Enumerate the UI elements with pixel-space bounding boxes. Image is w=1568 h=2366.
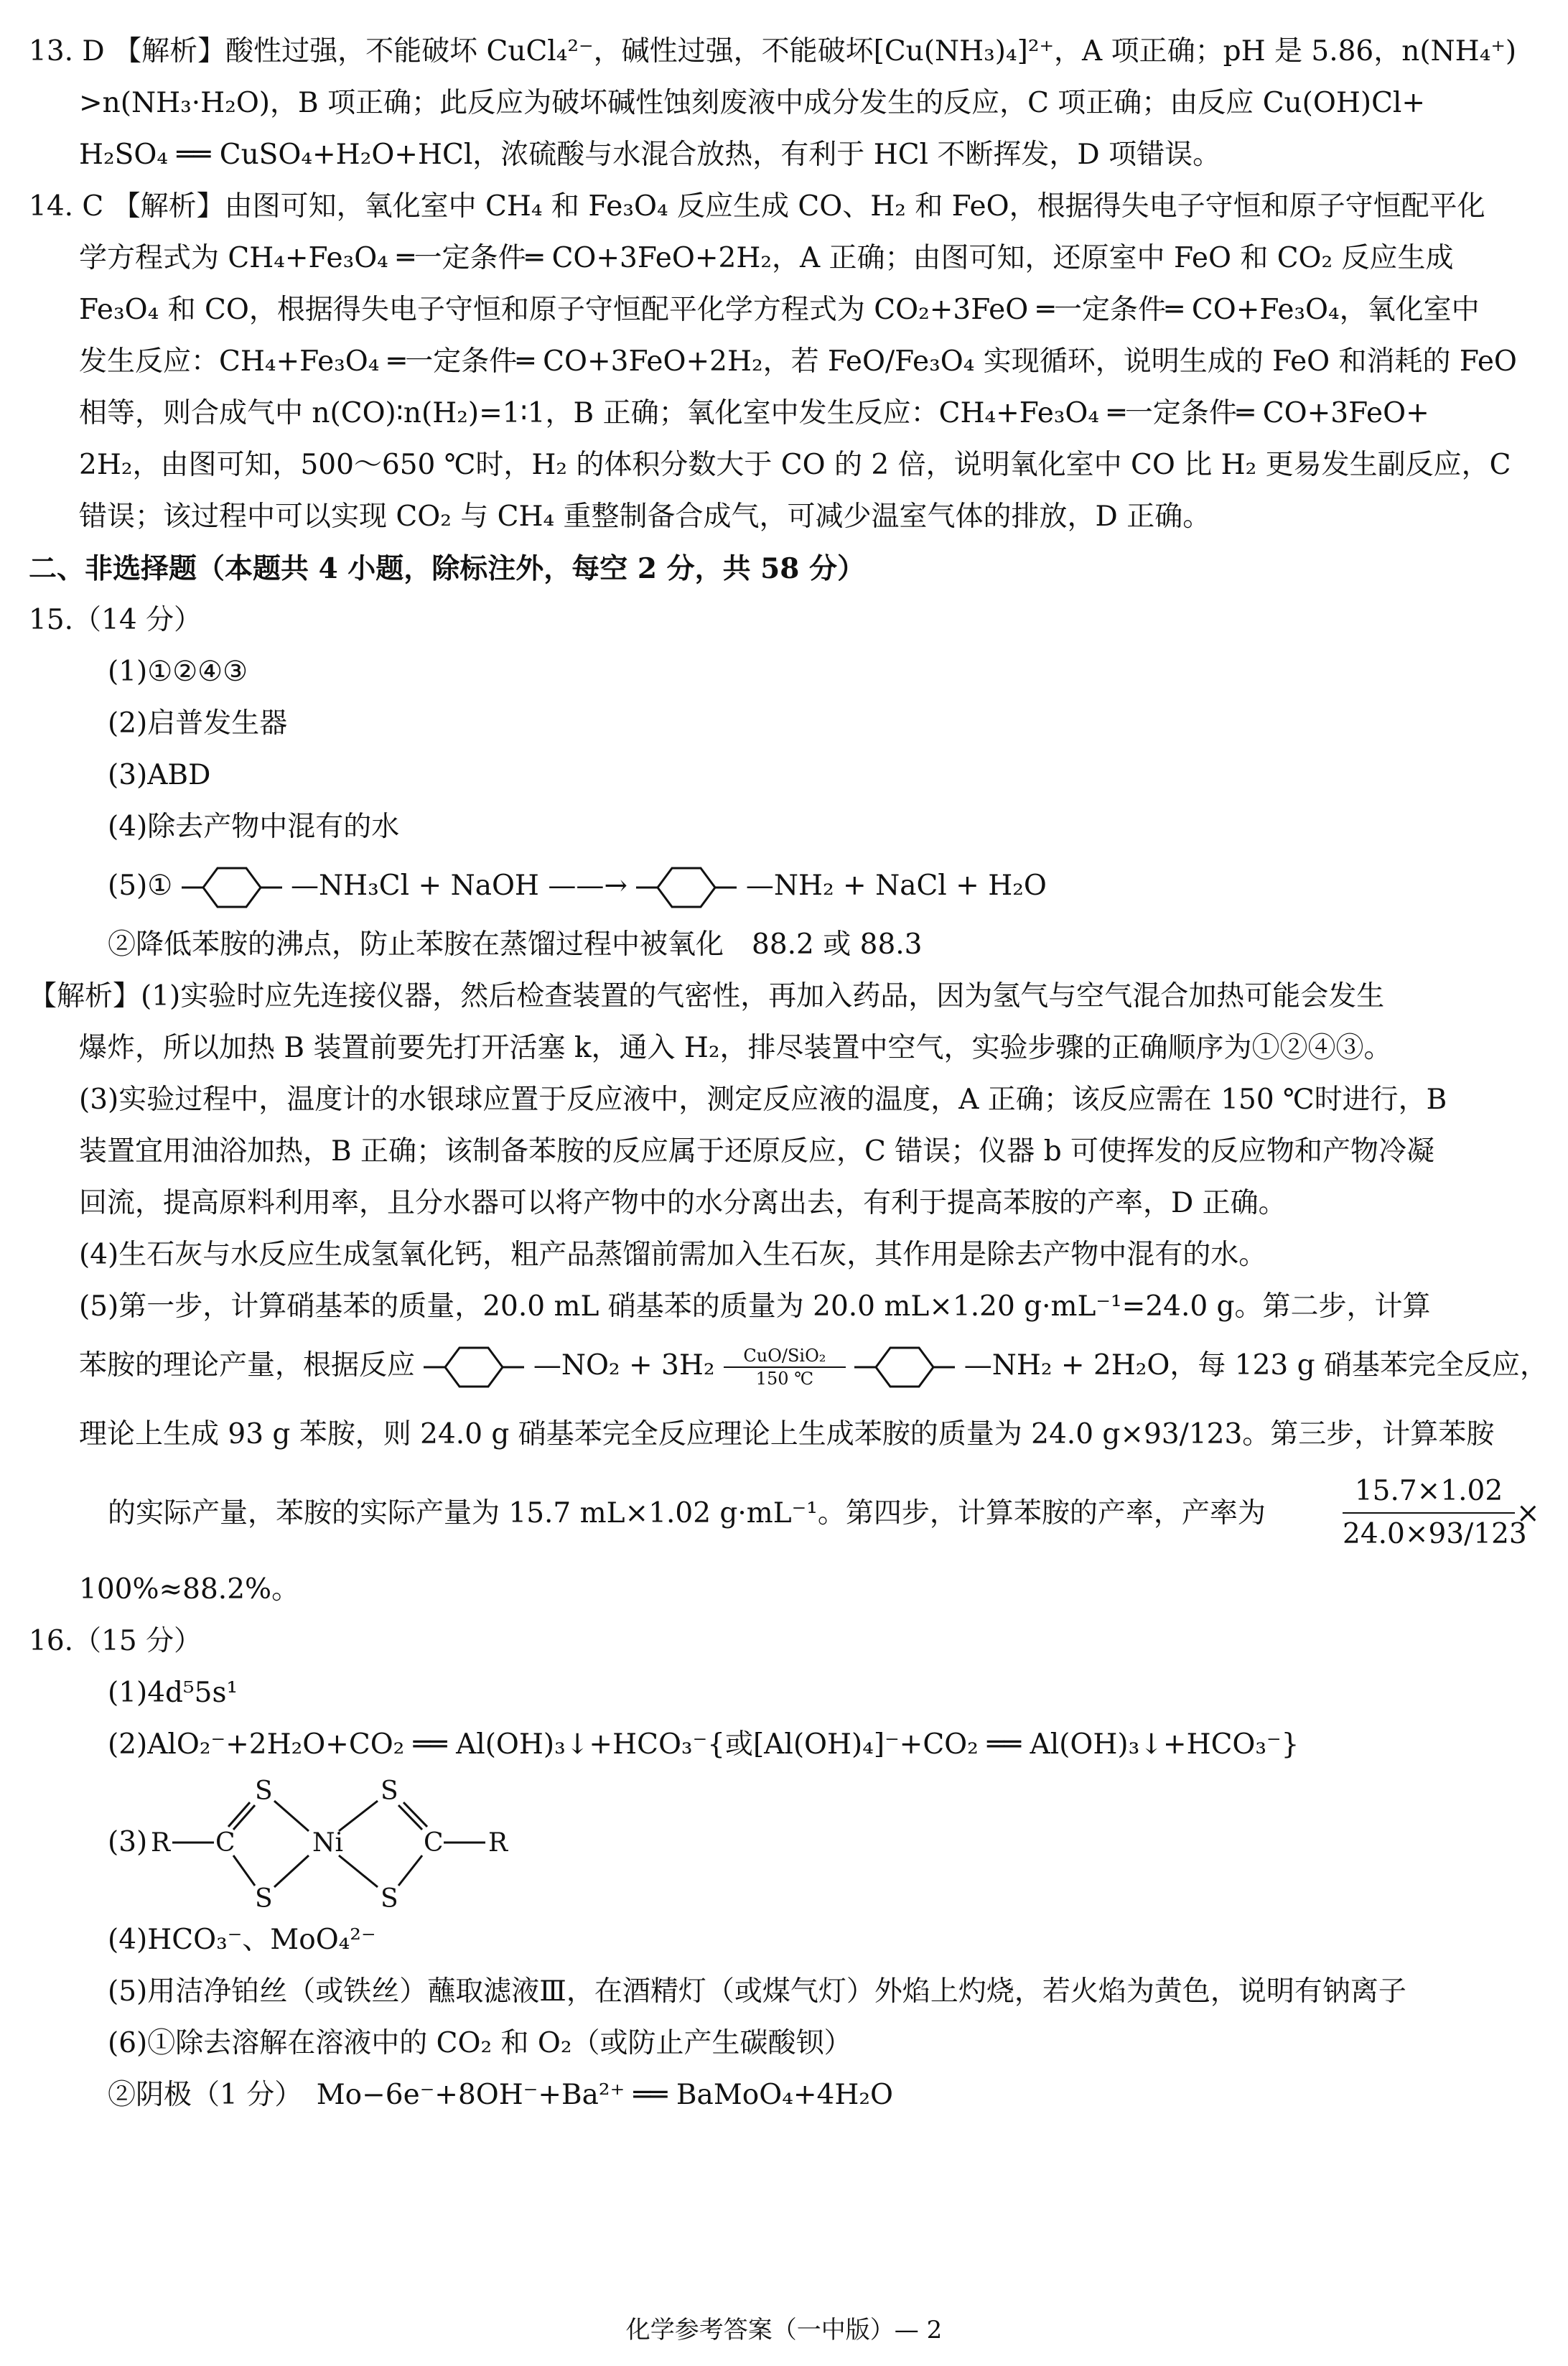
q15-explain-3: (3)实验过程中，温度计的水银球应置于反应液中，测定反应液的温度，A 正确；该反应需在 150 ℃时进行，B: [79, 1084, 1447, 1116]
q16-answer-2: (2)AlO₂⁻+2H₂O+CO₂ ══ Al(OH)₃↓+HCO₃⁻{或[Al(OH)₄]⁻+CO₂ ══ Al(OH)₃↓+HCO₃⁻}: [108, 1728, 1299, 1761]
q15-answer-1: (1)①②④③: [108, 656, 248, 688]
q16-answer-6: (6)①除去溶解在溶液中的 CO₂ 和 O₂（或防止产生碳酸钡）: [108, 2027, 852, 2059]
q16-heading: 16.（15 分）: [29, 1625, 202, 1657]
q15-explain-11: 100%≈88.2%。: [79, 1573, 300, 1606]
q15-answer-2: (2)启普发生器: [108, 707, 288, 740]
q15-answer-5-2: ②降低苯胺的沸点，防止苯胺在蒸馏过程中被氧化 88.2 或 88.3: [108, 928, 923, 961]
condition-temperature: 150 ℃: [755, 1369, 814, 1389]
atom-s-4: S: [381, 1884, 398, 1914]
reaction-condition-arrow: [724, 1345, 846, 1389]
condition-catalyst: CuO/SiO₂: [743, 1346, 826, 1366]
q15-explain-8-products: —NH₂ + 2H₂O，每 123 g 硝基苯完全反应，: [963, 1349, 1548, 1382]
atom-r-right: R: [488, 1828, 508, 1858]
q15-explain-8-reactants: —NO₂ + 3H₂: [533, 1349, 715, 1382]
q13-line-3: H₂SO₄ ══ CuSO₄+H₂O+HCl，浓硫酸与水混合放热，有利于 HCl 不断挥发，D 项错误。: [79, 139, 1221, 171]
q14-line-4: 发生反应：CH₄+Fe₃O₄ ═一定条件═ CO+3FeO+2H₂，若 FeO/Fe₃O₄ 实现循环，说明生成的 FeO 和消耗的 FeO: [79, 345, 1517, 378]
q15-explain-8-prefix: 苯胺的理论产量，根据反应: [79, 1349, 416, 1382]
atom-r-left: R: [151, 1828, 171, 1858]
atom-s-2: S: [255, 1884, 273, 1914]
q15-answer-3: (3)ABD: [108, 759, 211, 791]
q15-explain-4: 装置宜用油浴加热，B 正确；该制备苯胺的反应属于还原反应，C 错误；仪器 b 可使挥发的反应物和产物冷凝: [79, 1135, 1435, 1168]
q13-line-1: 13. D 【解析】酸性过强，不能破坏 CuCl₄²⁻，碱性过强，不能破坏[Cu(NH₃)₄]²⁺，A 项正确；pH 是 5.86，n(NH₄⁺): [29, 35, 1517, 67]
nickel-complex-structure-icon: [151, 1771, 510, 1914]
atom-c-left: C: [215, 1828, 235, 1858]
atom-c-right: C: [424, 1828, 444, 1858]
q16-answer-1: (1)4d⁵5s¹: [108, 1677, 238, 1709]
q14-line-3: Fe₃O₄ 和 CO，根据得失电子守恒和原子守恒配平化学方程式为 CO₂+3FeO ═一定条件═ CO+Fe₃O₄，氧化室中: [79, 294, 1480, 326]
yield-fraction: [1343, 1471, 1527, 1555]
q15-explain-9: 理论上生成 93 g 苯胺，则 24.0 g 硝基苯完全反应理论上生成苯胺的质量为 24.0 g×93/123。第三步，计算苯胺: [79, 1418, 1495, 1450]
q15-explain-7: (5)第一步，计算硝基苯的质量，20.0 mL 硝基苯的质量为 20.0 mL×1.20 g·mL⁻¹=24.0 g。第二步，计算: [79, 1290, 1431, 1323]
q15-explain-5: 回流，提高原料利用率，且分水器可以将产物中的水分离出去，有利于提高苯胺的产率，D 正确。: [79, 1187, 1287, 1219]
yield-times: ×: [1516, 1497, 1540, 1529]
q15-answer-4: (4)除去产物中混有的水: [108, 811, 400, 843]
atom-s-1: S: [255, 1776, 273, 1806]
q16-answer-7: ②阴极（1 分） Mo−6e⁻+8OH⁻+Ba²⁺ ══ BaMoO₄+4H₂O: [108, 2079, 893, 2111]
q15-answer-5-equation: [29, 853, 1529, 919]
yield-numerator: 15.7×1.02: [1343, 1471, 1515, 1514]
q14-line-7: 错误；该过程中可以实现 CO₂ 与 CH₄ 重整制备合成气，可减少温室气体的排放，D 正确。: [79, 500, 1211, 533]
q15-explain-1: 【解析】(1)实验时应先连接仪器，然后检查装置的气密性，再加入药品，因为氢气与空气混合加热可能会发生: [29, 980, 1385, 1012]
q16-answer-5: (5)用洁净铂丝（或铁丝）蘸取滤液Ⅲ，在酒精灯（或煤气灯）外焰上灼烧，若火焰为黄色，说明有钠离子: [108, 1975, 1406, 2008]
atom-s-3: S: [381, 1776, 398, 1806]
q15-heading: 15.（14 分）: [29, 604, 202, 636]
q15-explain-8-equation: [29, 1333, 1548, 1399]
atom-ni: Ni: [312, 1828, 344, 1858]
q14-line-2: 学方程式为 CH₄+Fe₃O₄ ═一定条件═ CO+3FeO+2H₂，A 正确；由图可知，还原室中 FeO 和 CO₂ 反应生成: [79, 242, 1454, 274]
q15-explain-10-text: 的实际产量，苯胺的实际产量为 15.7 mL×1.02 g·mL⁻¹。第四步，计算苯胺的产率，产率为: [108, 1497, 1266, 1529]
yield-denominator: 24.0×93/123: [1343, 1518, 1527, 1550]
section-2-heading: 二、非选择题（本题共 4 小题，除标注外，每空 2 分，共 58 分）: [29, 552, 866, 585]
q15-answer-5-products: —NH₂ + NaCl + H₂O: [745, 870, 1047, 902]
q16-answer-3: [29, 1771, 1529, 1914]
q14-line-1: 14. C 【解析】由图可知，氧化室中 CH₄ 和 Fe₃O₄ 反应生成 CO、H₂ 和 FeO，根据得失电子守恒和原子守恒配平化: [29, 190, 1485, 223]
q15-explain-10: [29, 1471, 1540, 1564]
q15-explain-2: 爆炸，所以加热 B 装置前要先打开活塞 k，通入 H₂，排尽装置中空气，实验步骤的正确顺序为①②④③。: [79, 1032, 1392, 1064]
benzene-ring-icon: [182, 862, 282, 913]
benzene-ring-icon: [854, 1342, 955, 1392]
benzene-ring-icon: [636, 862, 737, 913]
q16-answer-3-prefix: (3): [108, 1826, 148, 1858]
page-footer: 化学参考答案（一中版）— 2: [625, 2316, 943, 2344]
q15-answer-5-prefix: (5)①: [108, 870, 173, 902]
q14-line-5: 相等，则合成气中 n(CO)∶n(H₂)=1∶1，B 正确；氧化室中发生反应：CH₄+Fe₃O₄ ═一定条件═ CO+3FeO+: [79, 397, 1429, 429]
q15-explain-6: (4)生石灰与水反应生成氢氧化钙，粗产品蒸馏前需加入生石灰，其作用是除去产物中混有的水。: [79, 1239, 1267, 1271]
benzene-ring-icon: [424, 1342, 524, 1392]
q13-line-2: >n(NH₃·H₂O)，B 项正确；此反应为破坏碱性蚀刻废液中成分发生的反应，C 项正确；由反应 Cu(OH)Cl+: [79, 87, 1426, 119]
q16-answer-4: (4)HCO₃⁻、MoO₄²⁻: [108, 1924, 376, 1956]
q14-line-6: 2H₂，由图可知，500～650 ℃时，H₂ 的体积分数大于 CO 的 2 倍，说明氧化室中 CO 比 H₂ 更易发生副反应，C: [79, 449, 1511, 481]
q15-answer-5-reactants: —NH₃Cl + NaOH ——→: [291, 870, 628, 902]
